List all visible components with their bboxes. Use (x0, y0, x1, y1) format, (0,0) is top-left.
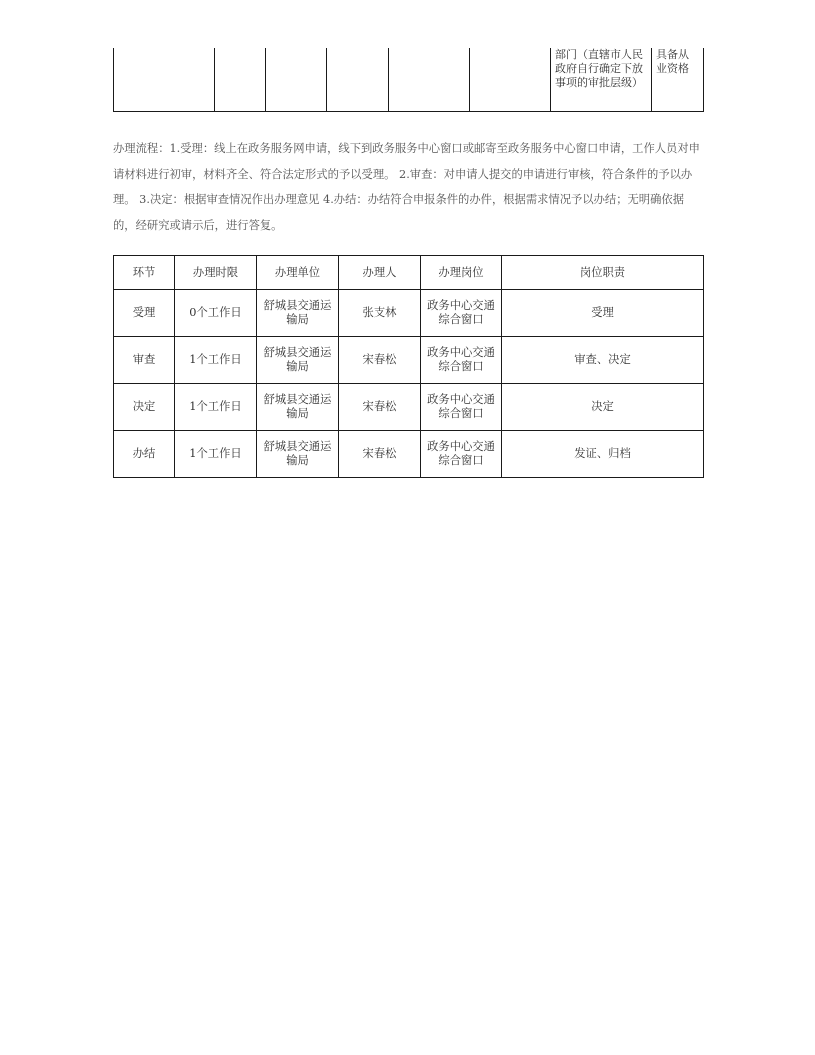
column-header: 办理单位 (257, 256, 339, 290)
table-cell: 政务中心交通综合窗口 (421, 384, 502, 431)
table-cell: 1个工作日 (175, 384, 257, 431)
table-row (114, 290, 704, 337)
process-description: 办理流程：1.受理：线上在政务服务网申请，线下到政务服务中心窗口或邮寄至政务服务中心窗口申请，工作人员对申请材料进行初审，材料齐全、符合法定形式的予以受理。 2.审查：对申请人提交的申请进行审核，符合条件的予以办理。 3.决定：根据审查情况作出办理意见 4.办结：办结符合申报条件的办件，根据需求情况予以办结；无明确依据的，经研究或请示后，进行答复。 (113, 142, 700, 232)
column-header: 办理岗位 (421, 256, 502, 290)
table-cell: 1个工作日 (175, 431, 257, 478)
table-cell: 张支林 (339, 290, 421, 337)
table-row (114, 431, 704, 478)
column-header: 办理时限 (175, 256, 257, 290)
table-cell (114, 48, 215, 111)
table-cell (389, 48, 470, 111)
table-cell: 政务中心交通综合窗口 (421, 431, 502, 478)
table-cell (327, 48, 389, 111)
column-header: 办理人 (339, 256, 421, 290)
table-cell: 办结 (114, 431, 175, 478)
table-cell: 宋春松 (339, 337, 421, 384)
table-cell: 审查、决定 (502, 337, 704, 384)
table-cell: 决定 (502, 384, 704, 431)
table-cell: 宋春松 (339, 384, 421, 431)
table-cell (266, 48, 327, 111)
table-cell: 舒城县交通运输局 (257, 384, 339, 431)
table-cell: 政务中心交通综合窗口 (421, 290, 502, 337)
table-cell: 舒城县交通运输局 (257, 431, 339, 478)
table-cell: 决定 (114, 384, 175, 431)
continued-table (113, 48, 704, 112)
table-row (114, 337, 704, 384)
table-header-row (114, 256, 704, 290)
column-header: 环节 (114, 256, 175, 290)
table-cell: 受理 (502, 290, 704, 337)
table-cell: 0个工作日 (175, 290, 257, 337)
table-cell: 发证、归档 (502, 431, 704, 478)
column-header: 岗位职责 (502, 256, 704, 290)
table-row (114, 384, 704, 431)
table-cell: 审查 (114, 337, 175, 384)
approval-department-cell: 部门（直辖市人民政府自行确定下放事项的审批层级） (551, 48, 652, 111)
qualification-cell: 具备从业资格 (652, 48, 704, 111)
table-cell (215, 48, 266, 111)
table-cell: 政务中心交通综合窗口 (421, 337, 502, 384)
table-cell: 舒城县交通运输局 (257, 290, 339, 337)
table-cell: 受理 (114, 290, 175, 337)
table-cell: 宋春松 (339, 431, 421, 478)
table-cell: 1个工作日 (175, 337, 257, 384)
table-cell: 舒城县交通运输局 (257, 337, 339, 384)
table-cell (470, 48, 551, 111)
process-table (113, 255, 704, 478)
